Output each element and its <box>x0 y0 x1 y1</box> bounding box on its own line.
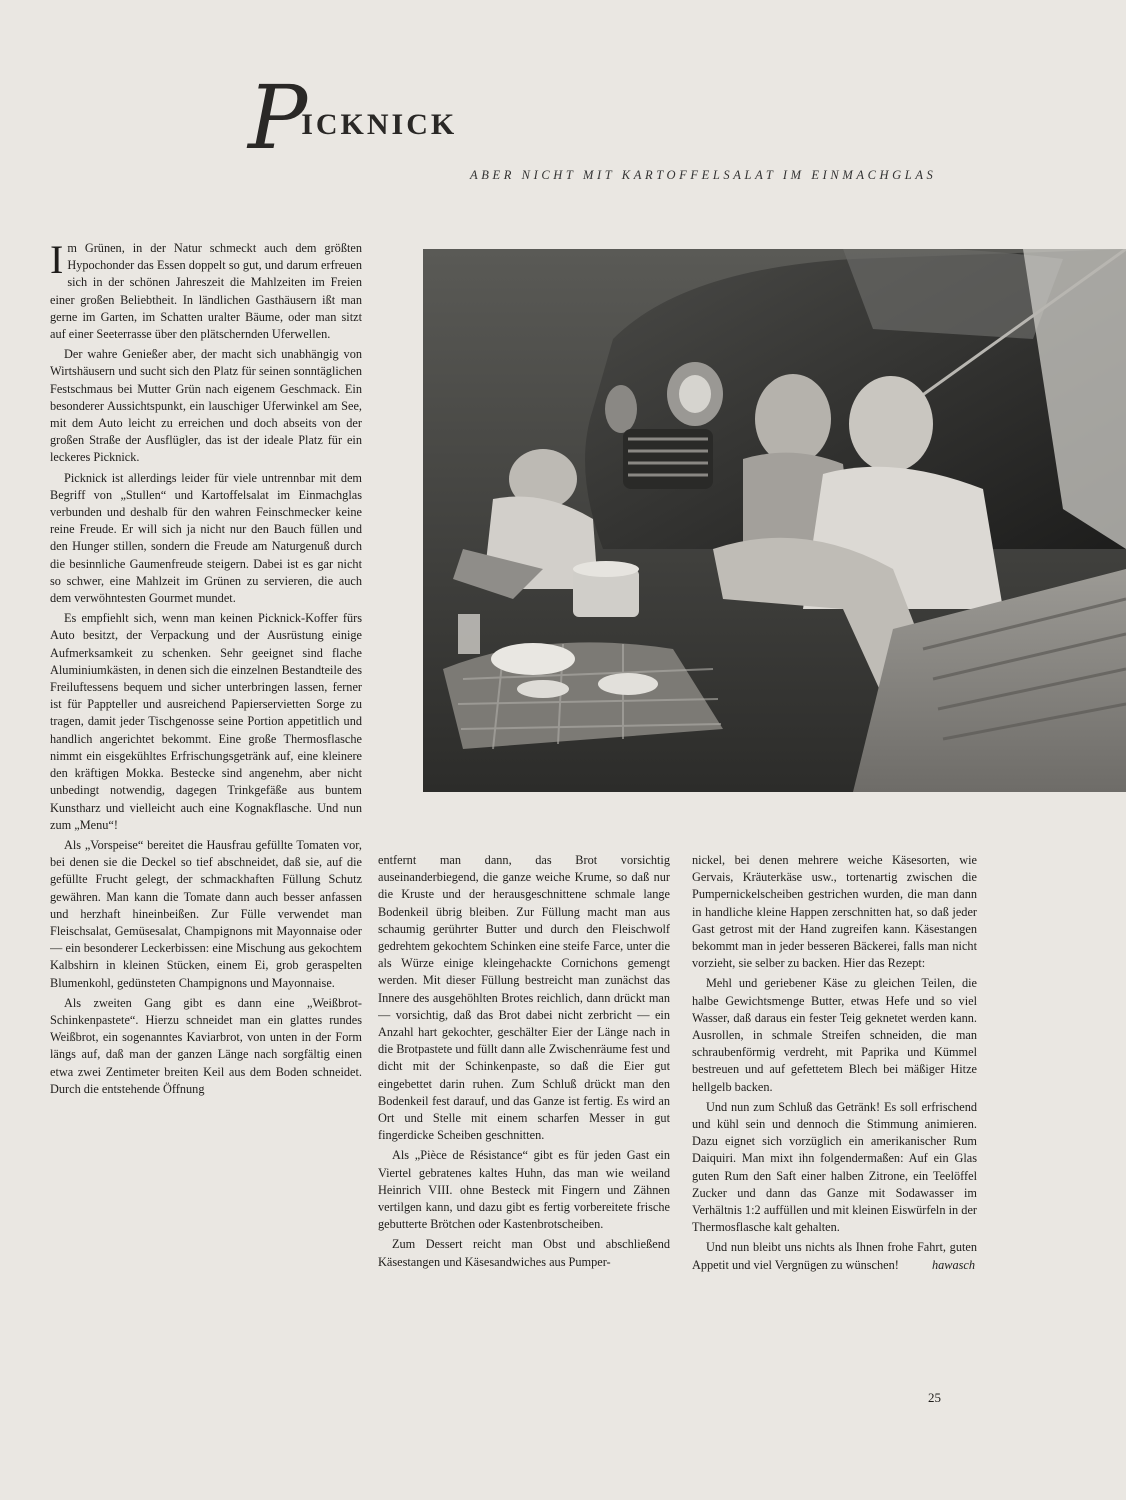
article-title <box>248 66 458 169</box>
paragraph: Und nun zum Schluß das Getränk! Es soll erfrischend und kühl sein und dennoch die Stimmung animieren. Dazu eignet sich vorzüglich ein amerikanischer Rum Daiquiri. Man mixt ihn folgendermaßen: Auf ein Glas guten Rum den Saft einer halben Zitrone, ein Teelöffel Zucker und dann das Ganze mit Sodawasser im Verhältnis 1:2 auffüllen und mit kleinen Eiswürfeln in der Thermosflasche kalt gehalten. <box>692 1099 977 1235</box>
article-column-1 <box>50 240 362 1360</box>
paragraph: Der wahre Genießer aber, der macht sich unabhängig von Wirtshäusern und sucht sich den Platz für seinen sonntäglichen Festschmaus bei Mutter Grün nach eigenem Geschmack. Ein besonderer Aussichtspunkt, ein lauschiger Uferwinkel am See, mit dem Auto leicht zu erreichen und doch abseits von der großen Straße der Ausflügler, das ist der ideale Platz für ein leckeres Picknick. <box>50 347 362 465</box>
paragraph: Zum Dessert reicht man Obst und abschließend Käsestangen und Käsesandwiches aus Pumper- <box>378 1237 670 1269</box>
paragraph: Und nun bleibt uns nichts als Ihnen frohe Fahrt, guten Appetit und viel Vergnügen zu wünschen! hawasch <box>692 1239 977 1273</box>
drop-cap: I <box>50 240 64 282</box>
paragraph: Als „Vorspeise“ bereitet die Hausfrau gefüllte Tomaten vor, bei denen sie die Deckel so tief abschneidet, daß sie, auf die gefüllte Frucht gelegt, der schmackhaften Füllung Schutz gewähren. Man kann die Tomate dann auch besser anfassen und herzhaft hineinbeißen. Zur Fülle verwendet man Fleischsalat, Gemüsesalat, Champignons mit Mayonnaise oder — ein besonderer Leckerbissen: eine Mischung aus gekochtem Kalbshirn in kleinen Stücken, einem Ei, grob geraspelten Blumenkohl, gedünsteten Champignons und Mayonnaise. <box>50 837 362 990</box>
page-number: 25 <box>928 1390 941 1405</box>
paragraph: Picknick ist allerdings leider für viele untrennbar mit dem Begriff von „Stullen“ und Kartoffelsalat im Einmachglas verbunden und deshalb für den wahren Feinschmecker keine reine Freude. Er will sich ja nicht nur den Bauch füllen und den Hunger stillen, sondern die Freude am Naturgenuß durch die besinnliche Gaumenfreude steigern. Dabei ist es gar nicht so schwer, eine Mahlzeit im Grünen zu servieren, die auch dem verwöhntesten Gourmet mundet. <box>50 470 362 606</box>
paragraph: entfernt man dann, das Brot vorsichtig auseinanderbiegend, die ganze weiche Krume, so daß nur die Kruste und der herausgeschnittene schmale lange Bodenkeil übrig bleiben. Zur Füllung macht man aus schaumig gerührter Butter und durch den Fleischwolf gedrehtem gekochtem Schinken eine steife Farce, unter die als Würze einige kleingehackte Cornichons gemengt werden. Mit dieser Füllung bestreicht man zunächst das Innere des ausgehöhlten Brotes reichlich, dann drückt man — vorsichtig, daß das Brot dabei nicht zerbricht — ein Anzahl hart gekochter, geschälter Eier der Länge nach in die Brotpastete und füllt dann alle Zwischenräume fest und dicht mit der Schinkenpaste, so daß die Eier gut eingebettet darin ruhen. Zum Schluß drückt man den Bodenkeil fest darauf, und das Ganze ist fertig. Es wird an Ort und Stelle mit einem scharfen Messer in gut fingerdicke Scheiben geschnitten. <box>378 853 670 1143</box>
title-rest: ICKNICK <box>301 108 458 141</box>
paragraph: Es empfiehlt sich, wenn man keinen Picknick-Koffer fürs Auto besitzt, der Verpackung und der Ausrüstung einige Aufmerksamkeit zu schenken. Sehr geeignet sind flache Aluminiumkästen, in denen sich die einzelnen Bestandteile des Freiluftessens bequem und sicher unterbringen lassen, ferner ist für Pappteller und ausreichend Papierservietten Sorge zu tragen, damit jeder Tischgenosse seine Portion appetitlich und handlich angerichtet bekommt. Eine große Thermosflasche nimmt ein eisgekühltes Erfrischungsgetränk auf, eine kleinere den kräftigen Mokka. Bestecke sind angenehm, aber nicht unbedingt notwendig, dagegen Trinkgefäße aus buntem Kunstharz und vielleicht auch eine Kognakflasche. Und nun zum „Menu“! <box>50 611 362 832</box>
paragraph: Mehl und geriebener Käse zu gleichen Teilen, die halbe Gewichtsmenge Butter, etwas Hefe und so viel Wasser, daß daraus ein fester Teig geknetet werden kann. Ausrollen, in schmale Streifen schneiden, die man schraubenförmig verdreht, mit Paprika und Kümmel bestreuen und auf gefettetem Blech bei mäßiger Hitze hellgelb backen. <box>692 976 977 1094</box>
article-column-2 <box>378 852 670 1362</box>
author-signature: hawasch <box>931 1257 975 1272</box>
picnic-photo <box>423 249 1126 792</box>
article-column-3 <box>692 852 977 1362</box>
paragraph: nickel, bei denen mehrere weiche Käsesorten, wie Gervais, Kräuterkäse usw., tortenartig zwischen die Pumpernickelscheiben gestrichen wurden, die man dann in handliche kleine Happen zerschnitten hat, so daß jeder Gast getrost mit der Hand zugreifen kann. Käsestangen bekommt man in jeder besseren Bäckerei, falls man nicht vorzieht, sie selber zu backen. Hier das Rezept: <box>692 853 977 971</box>
title-initial: P <box>248 66 308 169</box>
paragraph: Im Grünen, in der Natur schmeckt auch dem größten Hypochonder das Essen doppelt so gut, und darum erfreuen sich in der schönen Jahreszeit die Mahlzeiten im Freien einer großen Beliebtheit. In ländlichen Gasthäusern ißt man gerne im Garten, im Schatten uralter Bäume, oder man sitzt auf einer Seeterrasse über den plätschernden Uferwellen. <box>50 240 362 342</box>
paragraph: Als zweiten Gang gibt es dann eine „Weißbrot-Schinkenpastete“. Hierzu schneidet man ein glattes rundes Weißbrot, ein sogenanntes Kaviarbrot, von unten in der Form längs auf, daß man der ganzen Länge nach sorgfältig einen etwa zwei Zentimeter breiten Keil aus dem Boden schneidet. Durch die entstehende Öffnung <box>50 995 362 1096</box>
paragraph: Als „Pièce de Résistance“ gibt es für jeden Gast ein Viertel gebratenes kaltes Huhn, das man wie weiland Heinrich VIII. ohne Besteck mit Fingern und Zähnen vertilgen kann, und dazu gibt es fertig vorbereitete frische gebutterte Brötchen oder Kastenbrotscheiben. <box>378 1148 670 1232</box>
picnic-photo-illustration <box>423 249 1126 792</box>
article-subtitle: ABER NICHT MIT KARTOFFELSALAT IM EINMACHGLAS <box>470 168 937 182</box>
